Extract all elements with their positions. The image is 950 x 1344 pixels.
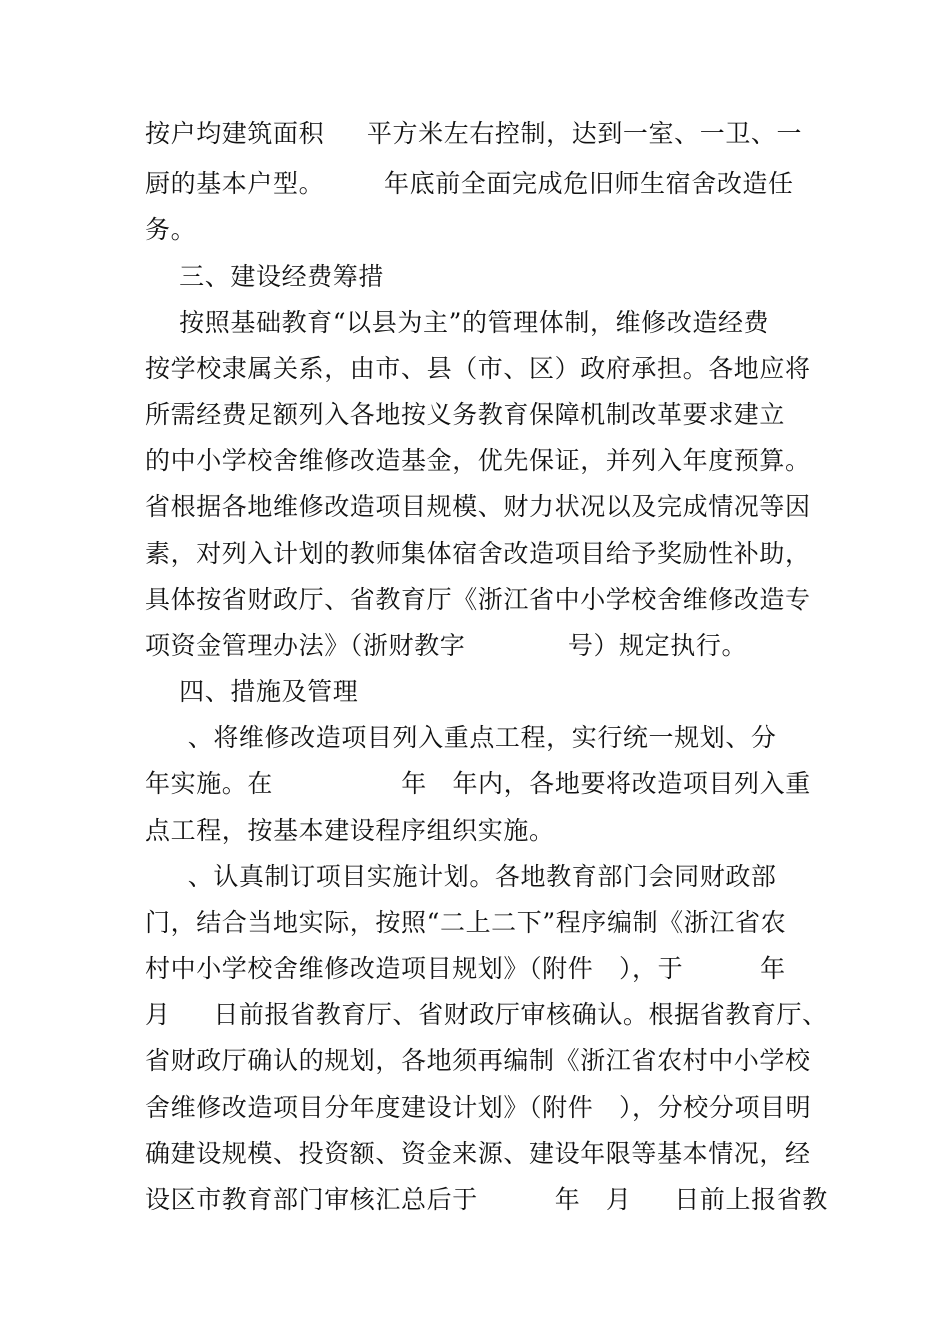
- text-line-23: 确建设规模、投资额、资金来源、建设年限等基本情况，经: [145, 1139, 811, 1168]
- text-line-15: 年实施。在 年 年内，各地要将改造项目列入重: [145, 769, 811, 798]
- text-line-21: 省财政厅确认的规划，各地须再编制《浙江省农村中小学校: [145, 1046, 811, 1075]
- text-line-17: 、认真制订项目实施计划。各地教育部门会同财政部: [145, 862, 777, 891]
- text-line-18: 门，结合当地实际，按照“二上二下”程序编制《浙江省农: [145, 908, 787, 937]
- text-line-24: 设区市教育部门审核汇总后于 年 月 日前上报省教: [145, 1185, 828, 1214]
- text-line-22: 舍维修改造项目分年度建设计划》（附件 ），分校分项目明: [145, 1093, 812, 1122]
- text-line-8: 的中小学校舍维修改造基金，优先保证，并列入年度预算。: [145, 446, 811, 475]
- text-line-5: 按照基础教育“以县为主”的管理体制，维修改造经费: [145, 308, 770, 337]
- text-line-3: 务。: [145, 215, 197, 244]
- text-line-10: 素，对列入计划的教师集体宿舍改造项目给予奖励性补助，: [145, 539, 811, 568]
- section-heading-measures: 四、措施及管理: [145, 677, 359, 706]
- text-line-14: 、将维修改造项目列入重点工程，实行统一规划、分: [145, 723, 777, 752]
- text-line-12: 项资金管理办法》（浙财教字 号）规定执行。: [145, 631, 748, 660]
- text-line-7: 所需经费足额列入各地按义务教育保障机制改革要求建立: [145, 400, 786, 429]
- text-line-11: 具体按省财政厅、省教育厅《浙江省中小学校舍维修改造专: [145, 585, 811, 614]
- text-line-1: 按户均建筑面积 平方米左右控制，达到一室、一卫、一: [145, 119, 803, 148]
- text-line-16: 点工程，按基本建设程序组织实施。: [145, 816, 555, 845]
- text-line-19: 村中小学校舍维修改造项目规划》（附件 ），于 年: [145, 954, 786, 983]
- text-line-6: 按学校隶属关系，由市、县（市、区）政府承担。各地应将: [145, 354, 811, 383]
- text-line-2: 厨的基本户型。 年底前全面完成危旧师生宿舍改造任: [145, 169, 794, 198]
- section-heading-funding: 三、建设经费筹措: [145, 262, 384, 291]
- text-line-20: 月 日前报省教育厅、省财政厅审核确认。根据省教育厅、: [145, 1000, 828, 1029]
- text-line-9: 省根据各地维修改造项目规模、财力状况以及完成情况等因: [145, 492, 811, 521]
